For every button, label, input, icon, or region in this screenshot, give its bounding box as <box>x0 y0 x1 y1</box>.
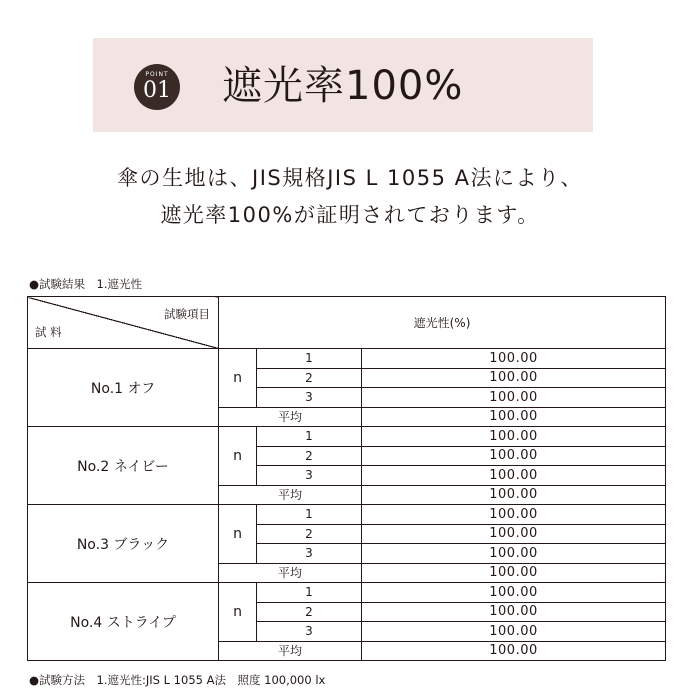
average-value: 100.00 <box>362 641 666 661</box>
sample-name: No.3 ブラック <box>28 505 219 583</box>
light-blocking-value: 100.00 <box>362 368 666 388</box>
light-blocking-value: 100.00 <box>362 427 666 447</box>
average-value: 100.00 <box>362 563 666 583</box>
trial-number: 3 <box>257 388 362 408</box>
table-corner-header <box>28 297 219 349</box>
light-blocking-value: 100.00 <box>362 466 666 486</box>
trial-number: 2 <box>257 368 362 388</box>
n-label: n <box>219 427 257 486</box>
n-label: n <box>219 583 257 642</box>
light-blocking-value: 100.00 <box>362 505 666 525</box>
trial-number: 2 <box>257 602 362 622</box>
header-light-blocking: 遮光性(%) <box>219 297 666 349</box>
test-method-caption: ●試験方法 1.遮光性:JIS L 1055 A法 照度 100,000 lx <box>29 673 326 687</box>
average-value: 100.00 <box>362 485 666 505</box>
intro-line-1: 傘の生地は、JIS規格JIS L 1055 A法により、 <box>117 166 583 190</box>
light-blocking-value: 100.00 <box>362 524 666 544</box>
light-blocking-value: 100.00 <box>362 602 666 622</box>
average-label: 平均 <box>219 407 362 427</box>
light-blocking-value: 100.00 <box>362 388 666 408</box>
average-value: 100.00 <box>362 407 666 427</box>
n-label: n <box>219 505 257 564</box>
trial-number: 3 <box>257 466 362 486</box>
average-label: 平均 <box>219 563 362 583</box>
n-label: n <box>219 349 257 408</box>
trial-number: 2 <box>257 524 362 544</box>
trial-number: 1 <box>257 505 362 525</box>
results-table <box>27 296 666 661</box>
trial-number: 3 <box>257 544 362 564</box>
sample-name: No.1 オフ <box>28 349 219 427</box>
trial-number: 1 <box>257 427 362 447</box>
point-badge <box>134 64 180 110</box>
table-row <box>28 505 666 525</box>
results-table-body <box>28 297 666 661</box>
table-row <box>28 427 666 447</box>
light-blocking-value: 100.00 <box>362 544 666 564</box>
light-blocking-value: 100.00 <box>362 446 666 466</box>
badge-number: 01 <box>143 78 171 103</box>
trial-number: 2 <box>257 446 362 466</box>
trial-number: 1 <box>257 583 362 603</box>
trial-number: 1 <box>257 349 362 369</box>
table-row <box>28 583 666 603</box>
badge-label: POINT <box>145 71 169 78</box>
header-test-item: 試験項目 <box>164 307 210 321</box>
sample-name: No.2 ネイビー <box>28 427 219 505</box>
table-caption: ●試験結果 1.遮光性 <box>29 277 143 291</box>
trial-number: 3 <box>257 622 362 642</box>
average-label: 平均 <box>219 641 362 661</box>
table-row <box>28 349 666 369</box>
light-blocking-value: 100.00 <box>362 583 666 603</box>
sample-name: No.4 ストライプ <box>28 583 219 661</box>
light-blocking-value: 100.00 <box>362 349 666 369</box>
average-label: 平均 <box>219 485 362 505</box>
intro-line-2: 遮光率100%が証明されております。 <box>160 203 540 227</box>
header-sample: 試 料 <box>35 325 62 339</box>
page-title: 遮光率100% <box>222 63 464 109</box>
light-blocking-value: 100.00 <box>362 622 666 642</box>
